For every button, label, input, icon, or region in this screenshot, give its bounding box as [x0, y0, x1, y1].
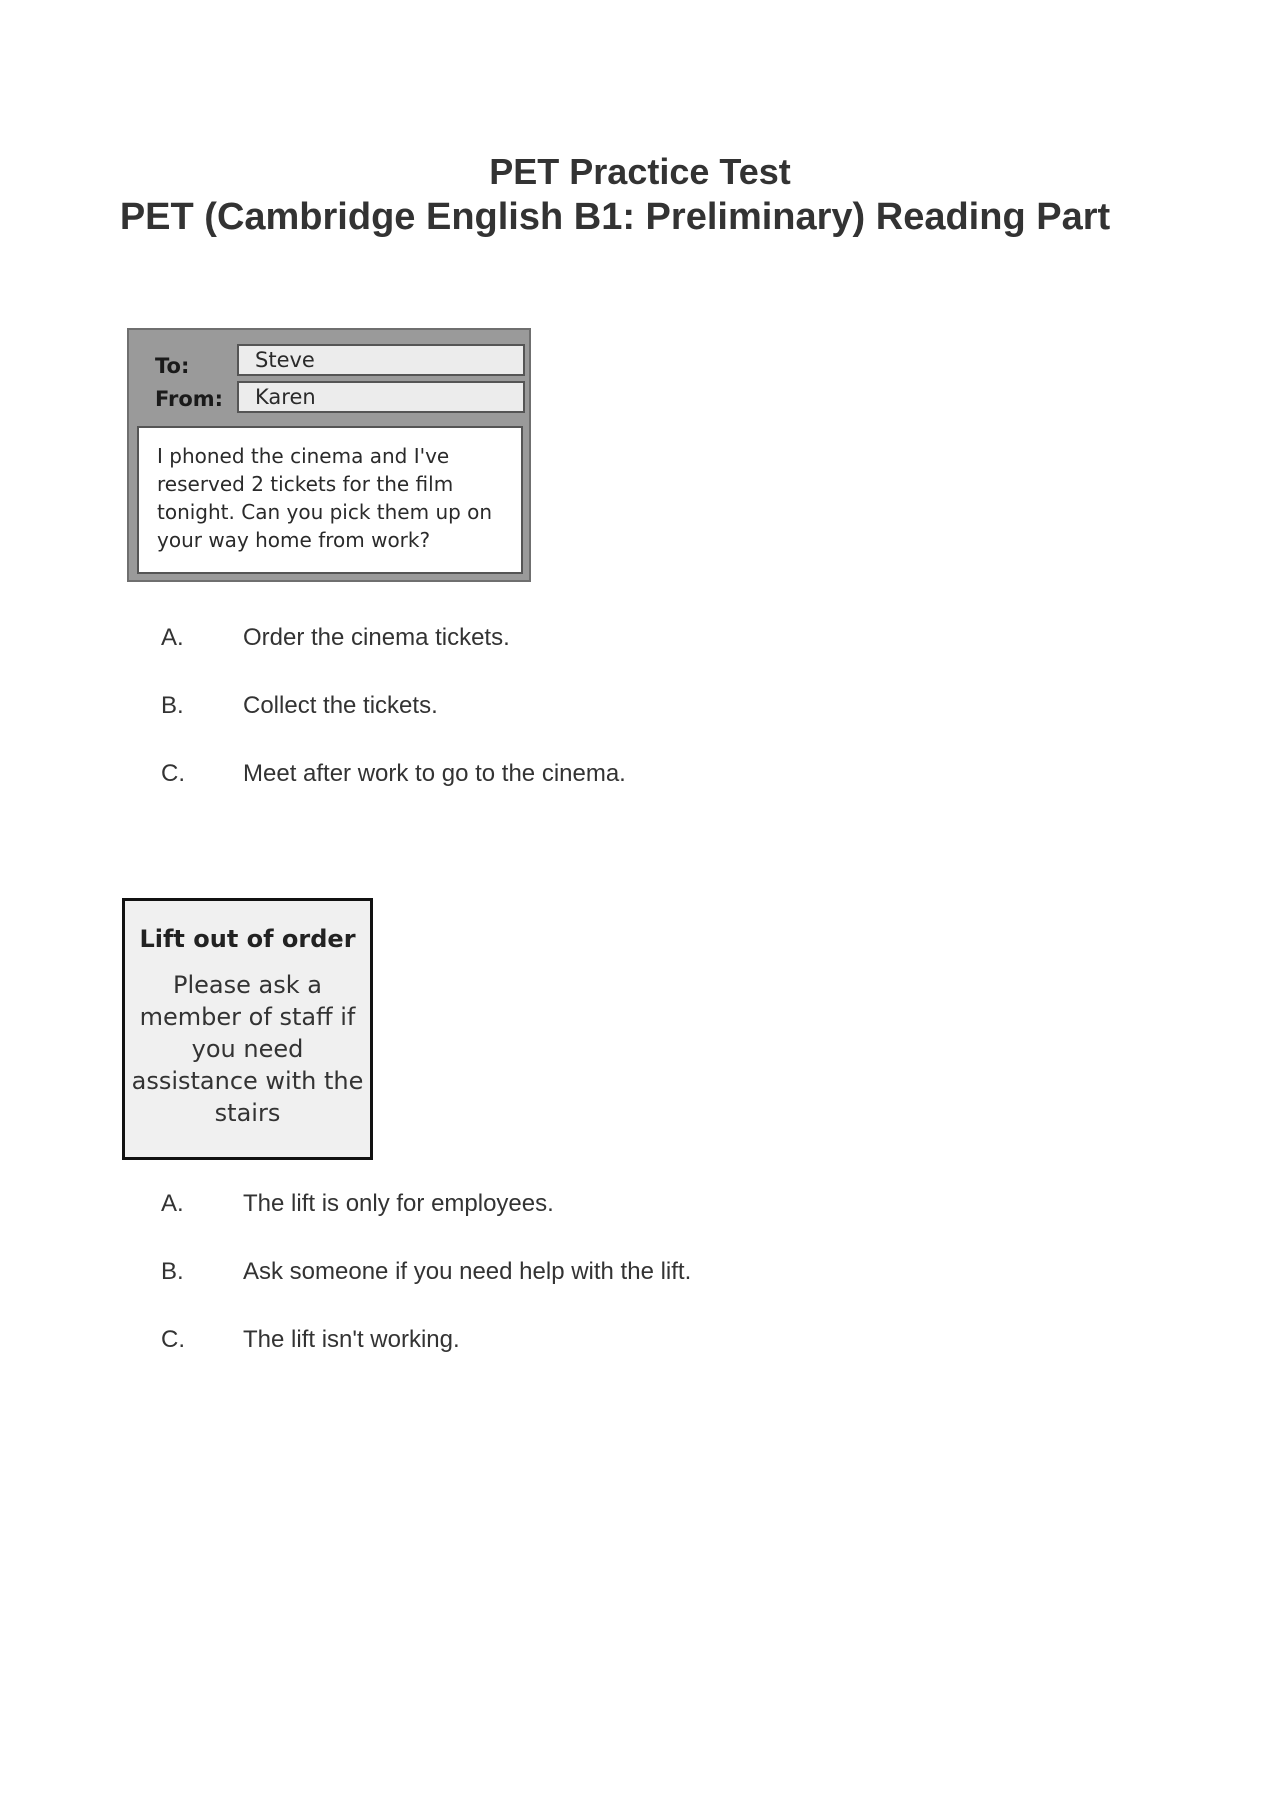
option-letter: B. — [161, 1258, 184, 1285]
option-text: Ask someone if you need help with the lift. — [243, 1258, 692, 1285]
option-a[interactable] — [0, 624, 1280, 692]
from-field: Karen — [237, 381, 525, 413]
option-text: The lift is only for employees. — [243, 1190, 554, 1217]
option-b[interactable] — [0, 692, 1280, 760]
page-header — [0, 150, 1280, 240]
option-b[interactable] — [0, 1258, 1280, 1326]
sign-card — [122, 898, 373, 1160]
from-label: From: — [155, 387, 224, 411]
option-text: The lift isn't working. — [243, 1326, 460, 1353]
option-a[interactable] — [0, 1190, 1280, 1258]
option-letter: A. — [161, 1190, 184, 1217]
option-text: Collect the tickets. — [243, 692, 438, 719]
option-letter: C. — [161, 1326, 185, 1353]
option-c[interactable] — [0, 760, 1280, 828]
message-body: I phoned the cinema and I've reserved 2 tickets for the film tonight. Can you pick them up on your way home from work? — [137, 426, 523, 574]
option-letter: A. — [161, 624, 184, 651]
to-field: Steve — [237, 344, 525, 376]
option-letter: C. — [161, 760, 185, 787]
sign-title: Lift out of order — [139, 925, 356, 953]
page-title: PET Practice Test — [489, 151, 791, 192]
page-subtitle: PET (Cambridge English B1: Preliminary) Reading Part — [119, 196, 1111, 238]
option-c[interactable] — [0, 1326, 1280, 1394]
question2-options — [0, 1190, 1280, 1394]
to-label: To: — [155, 354, 190, 378]
question1-options — [0, 624, 1280, 828]
option-text: Meet after work to go to the cinema. — [243, 760, 626, 787]
sign-body: Please ask a member of staff if you need assistance with the stairs — [131, 971, 364, 1127]
message-card — [127, 328, 531, 582]
option-letter: B. — [161, 692, 184, 719]
option-text: Order the cinema tickets. — [243, 624, 510, 651]
